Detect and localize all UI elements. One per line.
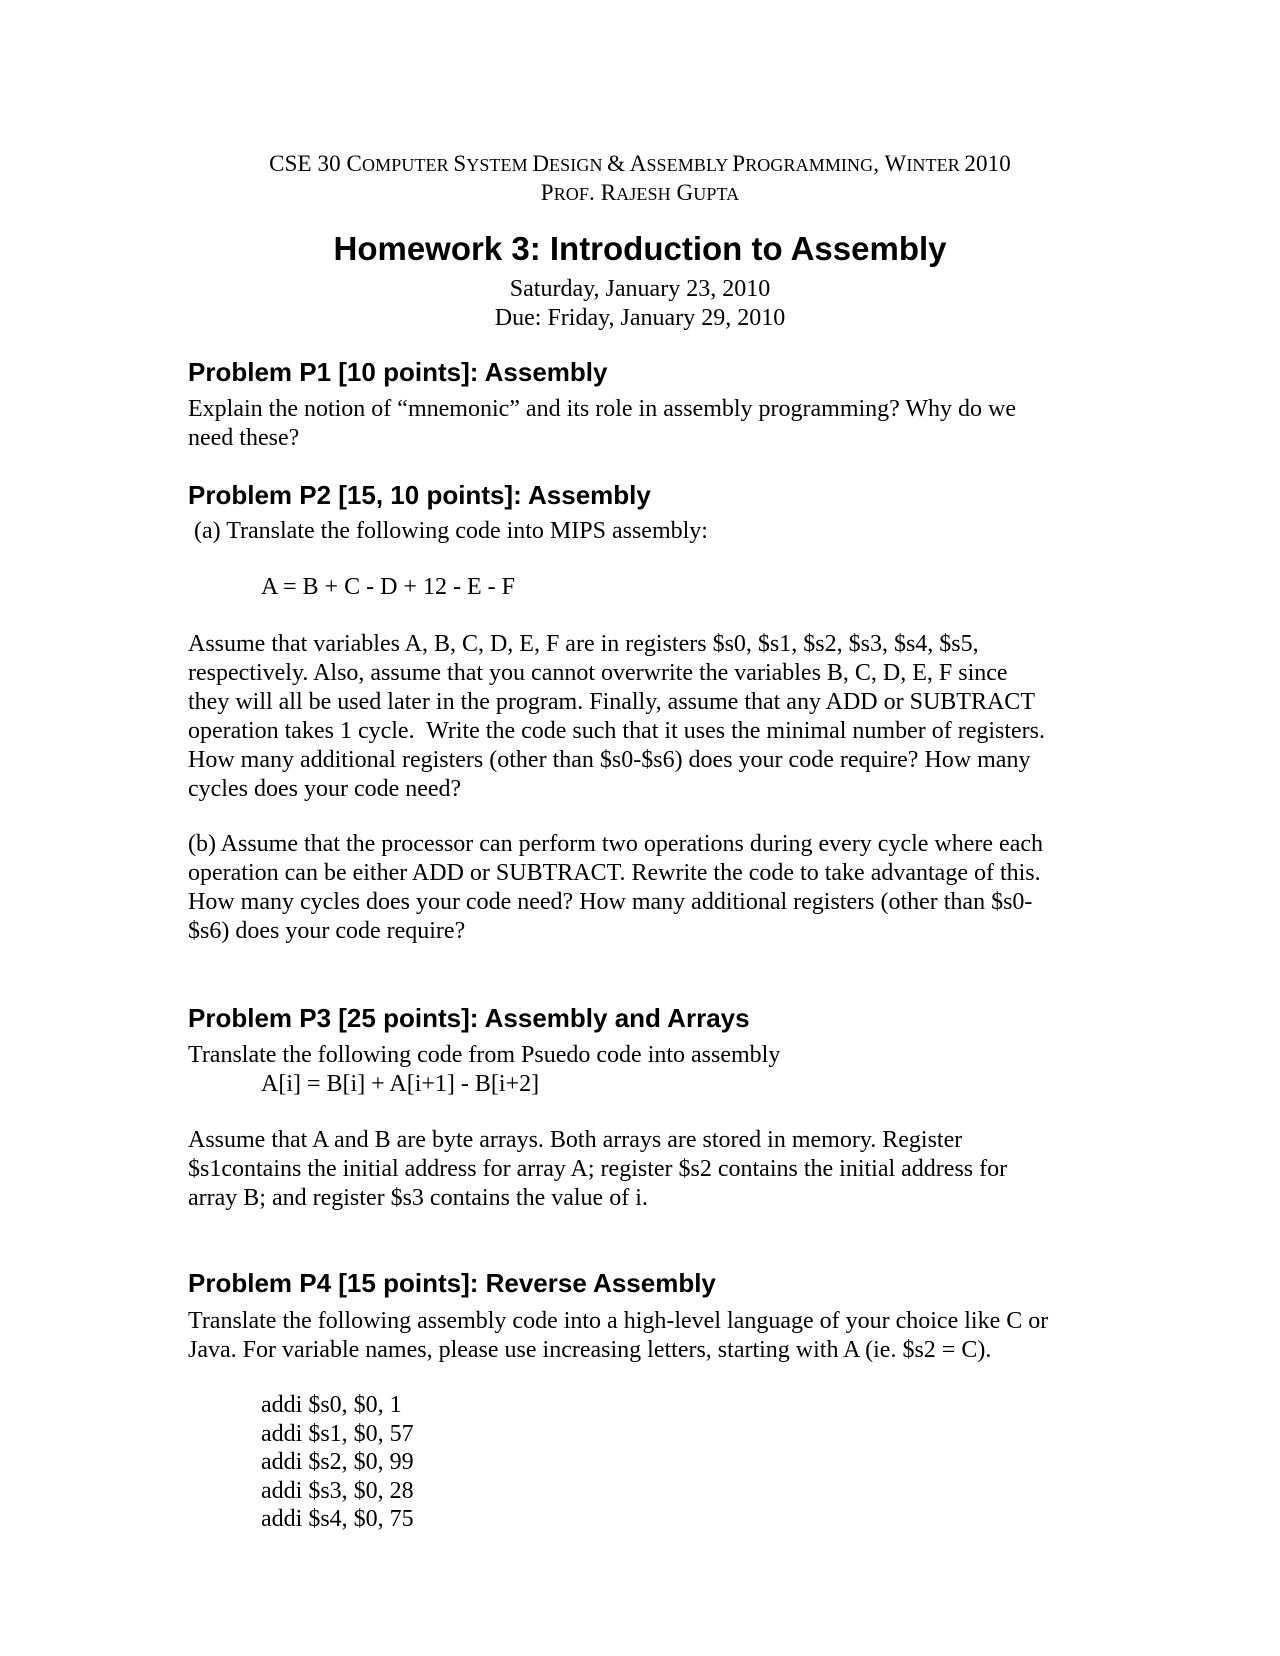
code-line: addi $s2, $0, 99 [261, 1449, 414, 1475]
text-line: Assume that variables A, B, C, D, E, F are in registers $s0, $s1, $s2, $s3, $s4, $s5, [188, 631, 979, 657]
instructor-line-part: UPTA [693, 184, 740, 204]
course-line-part: , W [873, 151, 907, 176]
problem-p4-text [188, 1307, 1048, 1365]
course-line-part: & A [607, 151, 647, 176]
text-line: need these? [188, 425, 300, 451]
text-line: cycles does your code need? [188, 776, 462, 802]
course-line-part: CSE 30 C [269, 151, 362, 176]
code-line: addi $s0, $0, 1 [261, 1392, 402, 1418]
course-line-part: ROGRAMMING [745, 155, 874, 175]
course-line-part: INTER [906, 155, 965, 175]
text-line: Assume that A and B are byte arrays. Both arrays are stored in memory. Register [188, 1127, 963, 1153]
due-date: Due: Friday, January 29, 2010 [494, 305, 786, 331]
text-line: operation can be either ADD or SUBTRACT. Rewrite the code to take advantage of this. [188, 860, 1041, 886]
instructor-line [0, 180, 1280, 206]
text-line: they will all be used later in the program. Finally, assume that any ADD or SUBTRACT [188, 689, 1035, 715]
text-line: How many cycles does your code need? How many additional registers (other than $s0- [188, 889, 1033, 915]
instructor-line-part: ROF [553, 184, 590, 204]
course-line-part: P [732, 151, 746, 176]
problem-p2-part-a-intro: (a) Translate the following code into MIPS assembly: [188, 518, 708, 544]
text-line: operation takes 1 cycle. Write the code such that it uses the minimal number of registers. [188, 718, 1046, 744]
problem-p1-heading: Problem P1 [10 points]: Assembly [188, 357, 608, 387]
problem-p3-text [188, 1126, 1007, 1213]
text-line: Explain the notion of “mnemonic” and its role in assembly programming? Why do we [188, 396, 1017, 422]
homework-title: Homework 3: Introduction to Assembly [333, 230, 947, 267]
course-line-part: S [453, 151, 467, 176]
text-line: How many additional registers (other than $s0-$s6) does your code require? How many [188, 747, 1031, 773]
code-line: addi $s1, $0, 57 [261, 1420, 414, 1447]
code-line: addi $s3, $0, 28 [261, 1477, 414, 1504]
problem-p2-heading: Problem P2 [15, 10 points]: Assembly [188, 480, 651, 510]
course-line-part: D [532, 151, 550, 176]
course-line-part: ESIGN [549, 155, 608, 175]
instructor-line-part: P [540, 180, 554, 205]
course-line-part: SSEMBLY [646, 155, 733, 175]
text-line: $s6) does your code require? [188, 918, 466, 944]
instructor-line-part: G [670, 180, 694, 205]
instructor-line-part: . R [589, 180, 617, 205]
course-line-part: OMPUTER [362, 155, 454, 175]
problem-p2-equation: A = B + C - D + 12 - E - F [261, 574, 515, 600]
text-line: (b) Assume that the processor can perform two operations during every cycle where each [188, 831, 1044, 857]
text-line: Translate the following assembly code into a high-level language of your choice like C or [188, 1308, 1049, 1334]
problem-p1-text [188, 395, 1016, 453]
problem-p4-code [261, 1391, 414, 1534]
course-line-part: YSTEM [466, 155, 533, 175]
problem-p2-part-a-text [188, 630, 1045, 804]
text-line: respectively. Also, assume that you cannot overwrite the variables B, C, D, E, F since [188, 660, 1008, 686]
course-line-part: 2010 [964, 151, 1011, 176]
text-line: Java. For variable names, please use increasing letters, starting with A (ie. $s2 = C). [188, 1337, 992, 1363]
course-line [0, 151, 1280, 177]
assigned-date: Saturday, January 23, 2010 [509, 276, 771, 302]
code-line: addi $s4, $0, 75 [261, 1506, 414, 1532]
problem-p3-heading: Problem P3 [25 points]: Assembly and Arrays [188, 1003, 750, 1033]
problem-p3-code: A[i] = B[i] + A[i+1] - B[i+2] [261, 1071, 540, 1097]
instructor-line-part: AJESH [616, 184, 671, 204]
problem-p3-intro: Translate the following code from Psuedo code into assembly [188, 1042, 781, 1068]
problem-p4-heading: Problem P4 [15 points]: Reverse Assembly [188, 1268, 716, 1298]
problem-p2-part-b-text [188, 830, 1043, 946]
text-line: $s1contains the initial address for array A; register $s2 contains the initial address for [188, 1156, 1008, 1182]
text-line: array B; and register $s3 contains the value of i. [188, 1185, 648, 1211]
